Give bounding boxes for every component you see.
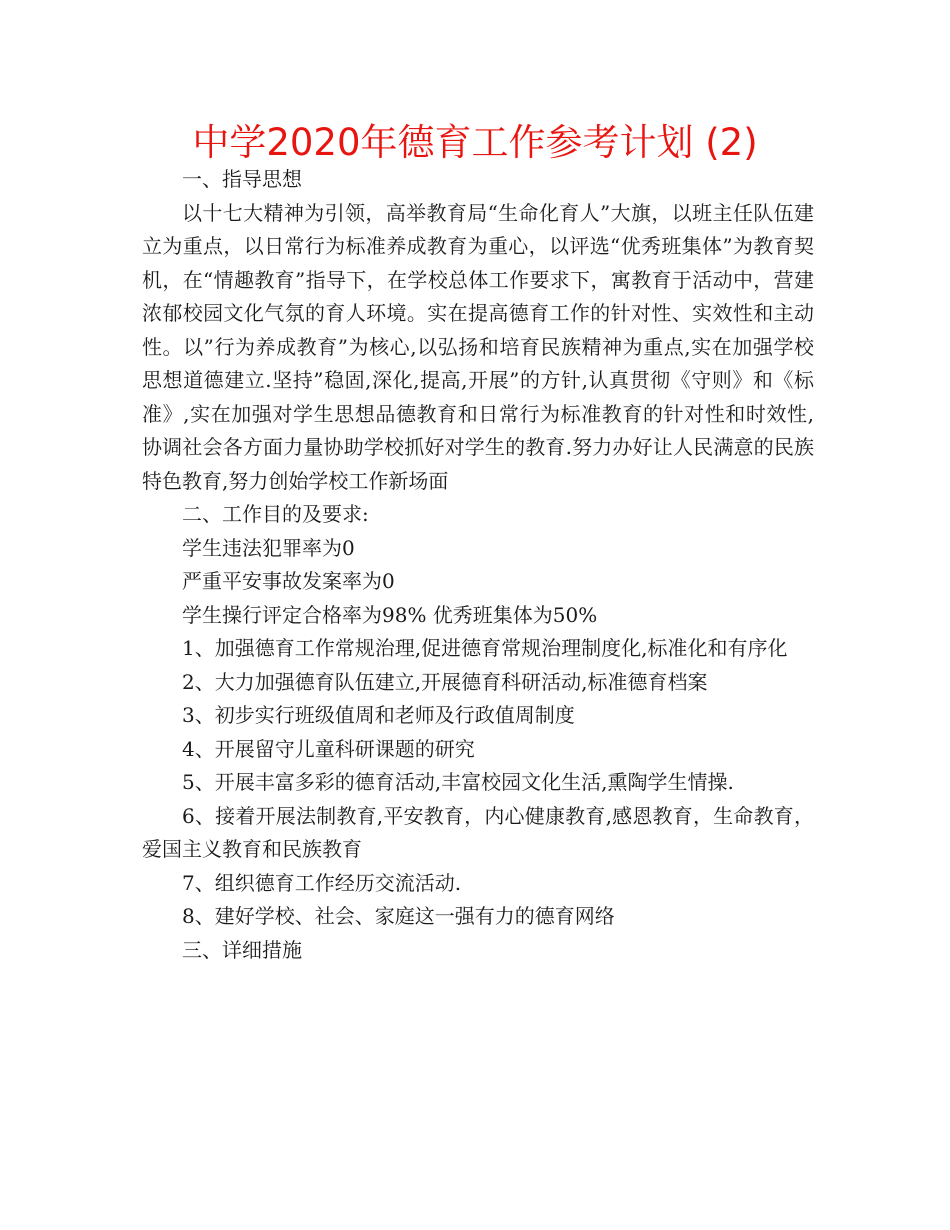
document-body: [142, 163, 814, 967]
numbered-item: 3、初步实行班级值周和老师及行政值周制度: [182, 703, 575, 727]
document-title: 中学2020年德育工作参考计划 (2): [192, 121, 758, 164]
goal-item: 学生操行评定合格率为98% 优秀班集体为50%: [182, 602, 598, 627]
numbered-item: 4、开展留守儿童科研课题的研究: [182, 736, 475, 761]
paragraph-guiding-ideology: 以十七大精神为引领，高举教育局“生命化育人”大旗，以班主任队伍建立为重点，以日常行为标准养成教育为重心，以评选“优秀班集体”为教育契机，在“情趣教育”指导下，在学校总体工作要求下，寓教育于活动中，营建浓郁校园文化气氛的育人环境。实在提高德育工作的针对性、实效性和主动性。以”行为养成教育”为核心,以弘扬和培育民族精神为重点,实在加强学校思想道德建立.坚持”稳固,深化,提高,开展”的方针,认真贯彻《守则》和《标准》,实在加强对学生思想品德教育和日常行为标准教育的针对性和时效性,协调社会各方面力量协助学校抓好对学生的教育.努力办好让人民满意的民族特色教育,努力创始学校工作新场面: [142, 200, 814, 493]
goal-item: 严重平安事故发案率为0: [182, 569, 395, 593]
goal-item: 学生违法犯罪率为0: [182, 535, 355, 560]
section-heading-guiding-ideology: 一、指导思想: [182, 167, 302, 191]
numbered-item: 7、组织德育工作经历交流活动.: [182, 870, 462, 895]
numbered-item: 1、加强德育工作常规治理,促进德育常规治理制度化,标准化和有序化: [182, 636, 788, 660]
section-heading-measures: 三、详细措施: [182, 937, 302, 962]
numbered-item: 2、大力加强德育队伍建立,开展德育科研活动,标准德育档案: [182, 669, 708, 694]
numbered-item: 8、建好学校、社会、家庭这一强有力的德育网络: [182, 904, 615, 928]
section-heading-goals: 二、工作目的及要求:: [182, 502, 369, 526]
numbered-item: 5、开展丰富多彩的德育活动,丰富校园文化生活,熏陶学生情操.: [182, 770, 734, 794]
numbered-item: 6、接着开展法制教育,平安教育，内心健康教育,感恩教育，生命教育，爱国主义教育和民族教育: [142, 803, 814, 861]
